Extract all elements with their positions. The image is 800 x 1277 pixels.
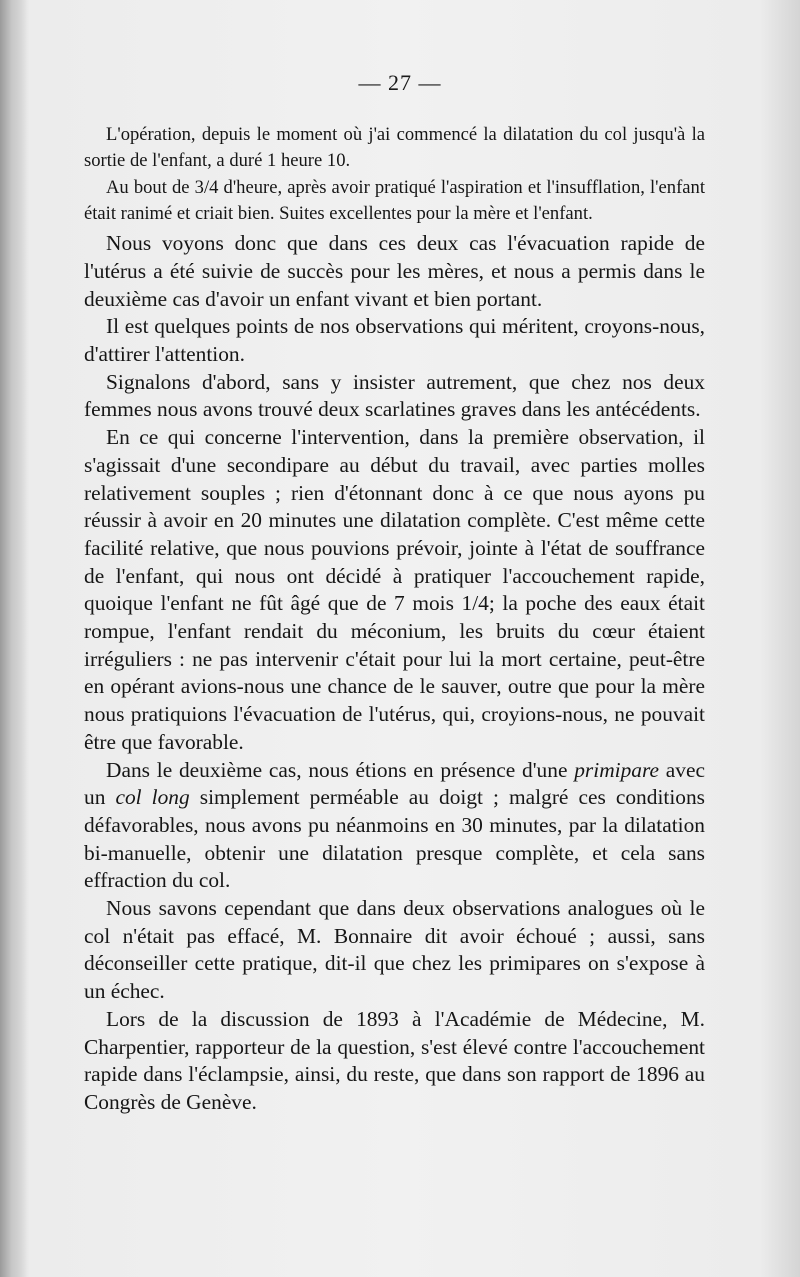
segment-3: avec un bbox=[84, 757, 705, 810]
segment-5: simplement perméable au doigt ; malgré ces conditions défavorables, nous avons pu néanmoins en 30 minutes, par la dilatation bi-manuelle, obtenir une dilatation presque complète, et cela sans effraction du col. bbox=[84, 785, 705, 893]
term-col-long: col long bbox=[115, 785, 190, 810]
page-number: — 27 — bbox=[358, 70, 442, 95]
paragraph-points-of-note: Il est quelques points de nos observations qui méritent, croyons-nous, d'attirer l'attention. bbox=[84, 314, 705, 366]
binding-shadow bbox=[0, 0, 28, 1277]
paragraph-newborn-outcome: Au bout de 3/4 d'heure, après avoir pratiqué l'aspiration et l'insufflation, l'enfant était ranimé et criait bien. Suites excellentes pour la mère et l'enfant. bbox=[84, 176, 705, 224]
paragraph-scarlet-fever: Signalons d'abord, sans y insister autrement, que chez nos deux femmes nous avons trouvé deux scarlatines graves dans les antécédents. bbox=[84, 369, 705, 422]
paragraph-second-case bbox=[84, 757, 705, 896]
body-text bbox=[84, 122, 705, 1117]
term-primipare: primipare bbox=[574, 757, 660, 782]
paragraph-evacuation-success: Nous voyons donc que dans ces deux cas l'évacuation rapide de l'utérus a été suivie de succès pour les mères, et nous a permis dans le deuxième cas d'avoir un enfant vivant et bien portant. bbox=[84, 231, 705, 311]
paragraph-charpentier: Lors de la discussion de 1893 à l'Académie de Médecine, M. Charpentier, rapporteur de la question, s'est élevé contre l'accouchement rapide dans l'éclampsie, ainsi, du reste, que dans son rapport de 1896 au Congrès de Genève. bbox=[84, 1006, 705, 1114]
segment-1: Dans le deuxième cas, nous étions en présence d'une bbox=[106, 757, 575, 782]
paragraph-operation-duration: L'opération, depuis le moment où j'ai commencé la dilatation du col jusqu'à la sortie de l'enfant, a duré 1 heure 10. bbox=[84, 124, 705, 172]
paragraph-first-observation: En ce qui concerne l'intervention, dans la première observation, il s'agissait d'une secondipare au début du travail, avec parties molles relativement souples ; rien d'étonnant donc à ce que nous ayons pu réussir à avoir en 20 minutes une dilatation complète. C'est même cette facilité relative, que nous pouvions prévoir, jointe à l'état de souffrance de l'enfant, qui nous ont décidé à pratiquer l'accouchement rapide, quoique l'enfant ne fût âgé que de 7 mois 1/4; la poche des eaux était rompue, l'enfant rendait du méconium, les bruits du cœur étaient irréguliers : ne pas intervenir c'était pour lui la mort certaine, peut-être en opérant avions-nous une chance de le sauver, outre que pour la mère nous pratiquions l'évacuation de l'utérus, qui, croyions-nous, ne pouvait être que favorable. bbox=[84, 425, 705, 754]
paragraph-bonnaire: Nous savons cependant que dans deux observations analogues où le col n'était pas effacé, M. Bonnaire dit avoir échoué ; aussi, sans déconseiller cette pratique, dit-il que chez les primipares on s'expose à un échec. bbox=[84, 896, 705, 1004]
